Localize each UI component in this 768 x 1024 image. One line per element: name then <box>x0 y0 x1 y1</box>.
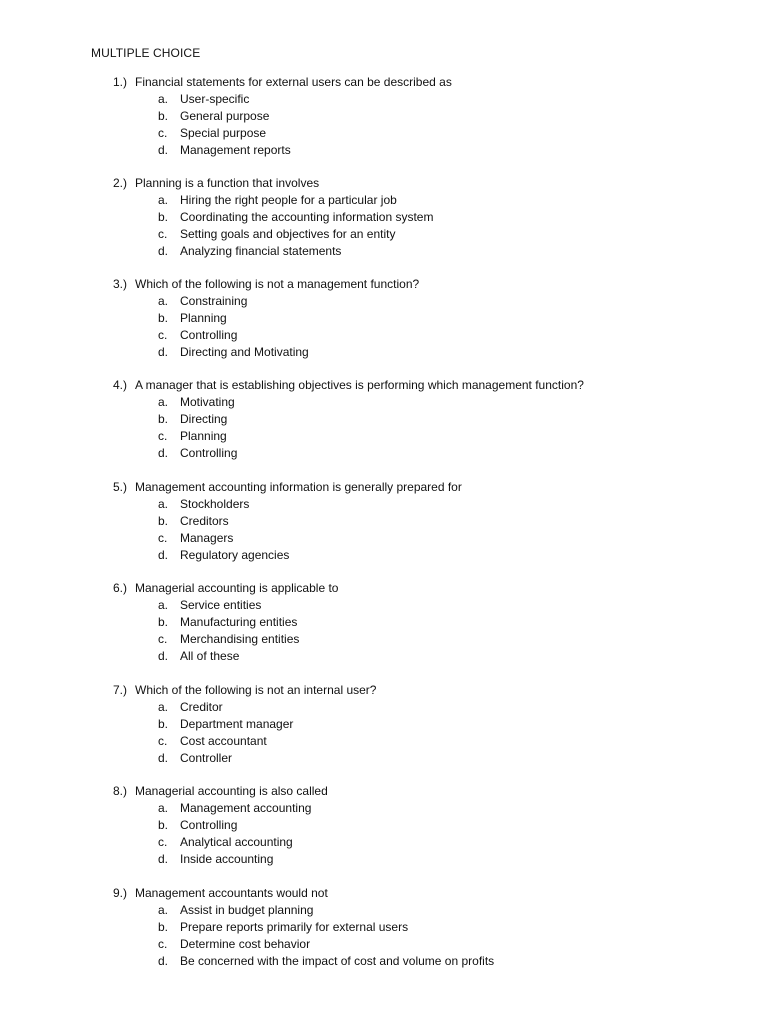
answer-option <box>0 496 768 513</box>
question-text: Planning is a function that involves <box>135 176 320 190</box>
option-letter: b. <box>158 818 169 832</box>
option-text: Controlling <box>180 446 238 460</box>
answer-option <box>0 513 768 530</box>
question-text: Financial statements for external users can be described as <box>135 75 452 89</box>
answer-option <box>0 750 768 767</box>
option-text: Directing and Motivating <box>180 345 309 359</box>
answer-option <box>0 243 768 260</box>
answer-option <box>0 125 768 142</box>
option-letter: d. <box>158 244 169 258</box>
answer-option <box>0 597 768 614</box>
question-number: 9.) <box>113 886 128 900</box>
question-4 <box>0 377 768 462</box>
option-letter: a. <box>158 497 169 511</box>
question-number: 6.) <box>113 581 128 595</box>
option-text: Setting goals and objectives for an entity <box>180 227 396 241</box>
option-text: Analytical accounting <box>180 835 293 849</box>
answer-option <box>0 716 768 733</box>
question-text: Management accounting information is generally prepared for <box>135 480 462 494</box>
option-text: Management reports <box>180 143 291 157</box>
option-text: Hiring the right people for a particular job <box>180 193 397 207</box>
question-9 <box>0 885 768 970</box>
answer-option <box>0 631 768 648</box>
answer-option <box>0 411 768 428</box>
option-text: Department manager <box>180 717 294 731</box>
question-number: 1.) <box>113 75 128 89</box>
option-text: Prepare reports primarily for external users <box>180 920 409 934</box>
option-text: Planning <box>180 429 227 443</box>
option-text: Directing <box>180 412 228 426</box>
answer-option <box>0 108 768 125</box>
option-letter: b. <box>158 514 169 528</box>
question-1 <box>0 74 768 159</box>
answer-option <box>0 428 768 445</box>
question-line <box>0 276 768 293</box>
question-8 <box>0 783 768 868</box>
option-letter: d. <box>158 954 169 968</box>
option-text: Controller <box>180 751 233 765</box>
option-text: Manufacturing entities <box>180 615 298 629</box>
question-line <box>0 74 768 91</box>
option-letter: c. <box>158 531 168 545</box>
question-number: 8.) <box>113 784 128 798</box>
option-letter: a. <box>158 395 169 409</box>
answer-option <box>0 142 768 159</box>
question-text: Managerial accounting is also called <box>135 784 328 798</box>
option-text: Managers <box>180 531 234 545</box>
question-line <box>0 783 768 800</box>
question-3 <box>0 276 768 361</box>
option-letter: c. <box>158 734 168 748</box>
question-number: 4.) <box>113 378 128 392</box>
question-line <box>0 885 768 902</box>
question-text: A manager that is establishing objectives is performing which management function? <box>135 378 584 392</box>
option-letter: c. <box>158 632 168 646</box>
question-text: Management accountants would not <box>135 886 328 900</box>
option-text: Stockholders <box>180 497 250 511</box>
question-number: 2.) <box>113 176 128 190</box>
option-letter: c. <box>158 126 168 140</box>
question-5 <box>0 479 768 564</box>
option-text: Cost accountant <box>180 734 267 748</box>
answer-option <box>0 293 768 310</box>
option-letter: d. <box>158 751 169 765</box>
option-text: Be concerned with the impact of cost and volume on profits <box>180 954 495 968</box>
page-heading: MULTIPLE CHOICE <box>91 46 201 60</box>
option-letter: d. <box>158 446 169 460</box>
option-letter: b. <box>158 920 169 934</box>
question-number: 3.) <box>113 277 128 291</box>
question-line <box>0 377 768 394</box>
answer-option <box>0 733 768 750</box>
option-letter: b. <box>158 210 169 224</box>
option-letter: c. <box>158 835 168 849</box>
question-text: Which of the following is not an internal user? <box>135 683 377 697</box>
option-letter: a. <box>158 92 169 106</box>
option-letter: a. <box>158 193 169 207</box>
question-7 <box>0 682 768 767</box>
answer-option <box>0 902 768 919</box>
question-line <box>0 175 768 192</box>
option-text: Regulatory agencies <box>180 548 290 562</box>
answer-option <box>0 648 768 665</box>
option-letter: d. <box>158 143 169 157</box>
option-text: Service entities <box>180 598 262 612</box>
question-line <box>0 682 768 699</box>
question-2 <box>0 175 768 260</box>
option-text: General purpose <box>180 109 270 123</box>
answer-option <box>0 530 768 547</box>
option-letter: c. <box>158 937 168 951</box>
answer-option <box>0 310 768 327</box>
option-letter: a. <box>158 598 169 612</box>
option-letter: d. <box>158 345 169 359</box>
option-letter: d. <box>158 649 169 663</box>
answer-option <box>0 800 768 817</box>
question-text: Which of the following is not a management function? <box>135 277 420 291</box>
option-text: Merchandising entities <box>180 632 300 646</box>
answer-option <box>0 394 768 411</box>
answer-option <box>0 919 768 936</box>
option-letter: c. <box>158 429 168 443</box>
question-number: 7.) <box>113 683 128 697</box>
answer-option <box>0 344 768 361</box>
option-letter: c. <box>158 328 168 342</box>
answer-option <box>0 445 768 462</box>
option-letter: a. <box>158 801 169 815</box>
option-text: Constraining <box>180 294 248 308</box>
option-text: Management accounting <box>180 801 312 815</box>
option-text: Special purpose <box>180 126 267 140</box>
answer-option <box>0 817 768 834</box>
option-letter: d. <box>158 548 169 562</box>
option-text: Inside accounting <box>180 852 274 866</box>
option-letter: b. <box>158 109 169 123</box>
answer-option <box>0 851 768 868</box>
option-text: Coordinating the accounting information system <box>180 210 434 224</box>
question-line <box>0 580 768 597</box>
option-letter: a. <box>158 294 169 308</box>
answer-option <box>0 547 768 564</box>
answer-option <box>0 226 768 243</box>
answer-option <box>0 936 768 953</box>
answer-option <box>0 192 768 209</box>
question-6 <box>0 580 768 665</box>
answer-option <box>0 209 768 226</box>
option-text: Controlling <box>180 328 238 342</box>
option-text: Assist in budget planning <box>180 903 314 917</box>
option-text: Controlling <box>180 818 238 832</box>
option-letter: d. <box>158 852 169 866</box>
option-text: Motivating <box>180 395 235 409</box>
answer-option <box>0 91 768 108</box>
answer-option <box>0 953 768 970</box>
option-text: Determine cost behavior <box>180 937 311 951</box>
option-letter: b. <box>158 615 169 629</box>
option-text: Creditors <box>180 514 229 528</box>
answer-option <box>0 834 768 851</box>
option-text: Analyzing financial statements <box>180 244 342 258</box>
option-text: User-specific <box>180 92 250 106</box>
option-text: Planning <box>180 311 227 325</box>
question-line <box>0 479 768 496</box>
question-text: Managerial accounting is applicable to <box>135 581 339 595</box>
option-letter: a. <box>158 903 169 917</box>
option-text: All of these <box>180 649 240 663</box>
option-letter: b. <box>158 412 169 426</box>
option-text: Creditor <box>180 700 223 714</box>
option-letter: c. <box>158 227 168 241</box>
answer-option <box>0 614 768 631</box>
question-number: 5.) <box>113 480 128 494</box>
option-letter: b. <box>158 717 169 731</box>
answer-option <box>0 327 768 344</box>
option-letter: b. <box>158 311 169 325</box>
answer-option <box>0 699 768 716</box>
option-letter: a. <box>158 700 169 714</box>
